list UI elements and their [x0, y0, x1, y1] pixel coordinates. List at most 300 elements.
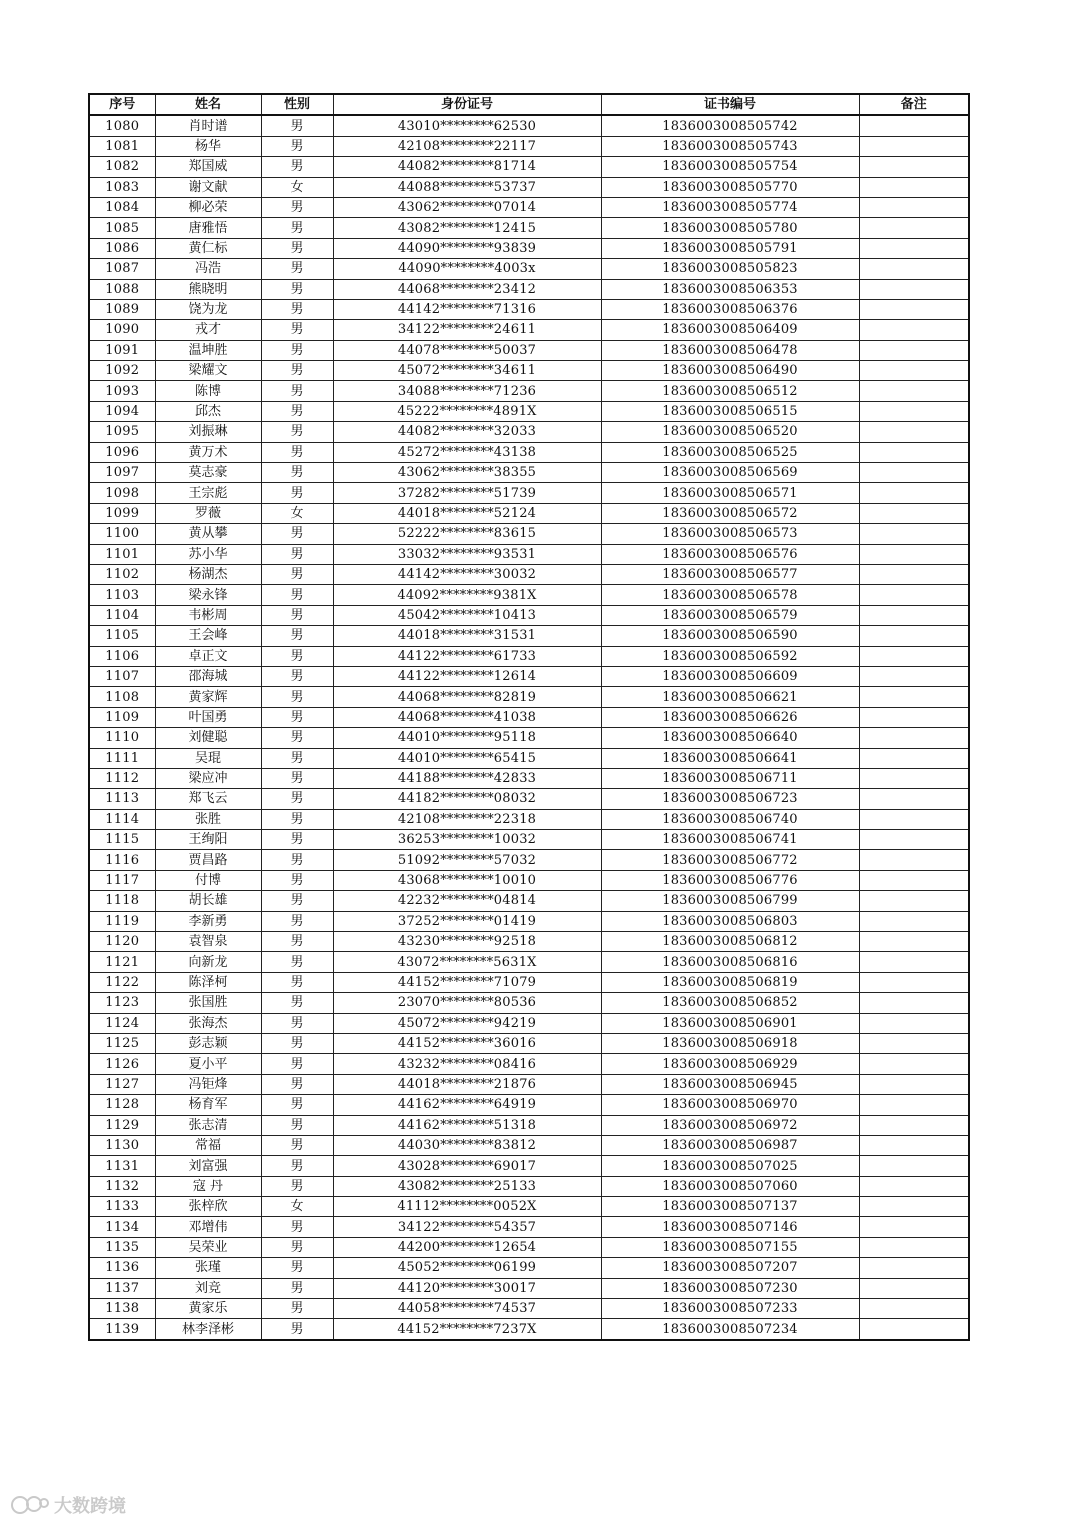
- cell-certificate-number: 1836003008506515: [601, 401, 859, 421]
- table-row: [89, 1135, 969, 1155]
- cell-gender: 男: [261, 299, 333, 319]
- cell-serial: 1086: [89, 238, 155, 258]
- cell-id-number: 44120********30017: [333, 1278, 601, 1298]
- cell-certificate-number: 1836003008506576: [601, 544, 859, 564]
- table-row: [89, 1176, 969, 1196]
- cell-name: 吴荣业: [155, 1237, 261, 1257]
- cell-name: 刘富强: [155, 1156, 261, 1176]
- cell-remarks: [859, 768, 969, 788]
- cell-gender: 男: [261, 972, 333, 992]
- cell-gender: 男: [261, 1054, 333, 1074]
- cell-serial: 1080: [89, 115, 155, 136]
- table-row: [89, 1054, 969, 1074]
- cell-name: 苏小华: [155, 544, 261, 564]
- cell-gender: 男: [261, 1258, 333, 1278]
- cell-name: 林李泽彬: [155, 1319, 261, 1340]
- cell-gender: 男: [261, 728, 333, 748]
- cell-serial: 1106: [89, 646, 155, 666]
- table-row: [89, 646, 969, 666]
- cell-gender: 男: [261, 1319, 333, 1340]
- cell-gender: 男: [261, 320, 333, 340]
- cell-certificate-number: 1836003008506852: [601, 993, 859, 1013]
- cell-gender: 男: [261, 768, 333, 788]
- cell-name: 彭志颖: [155, 1033, 261, 1053]
- table-row: [89, 136, 969, 156]
- table-row: [89, 259, 969, 279]
- cell-name: 黄万术: [155, 442, 261, 462]
- cell-gender: 男: [261, 1156, 333, 1176]
- cell-remarks: [859, 259, 969, 279]
- cell-id-number: 44090********93839: [333, 238, 601, 258]
- cell-remarks: [859, 993, 969, 1013]
- cell-remarks: [859, 299, 969, 319]
- table-row: [89, 972, 969, 992]
- cell-certificate-number: 1836003008506799: [601, 891, 859, 911]
- cell-serial: 1098: [89, 483, 155, 503]
- cell-serial: 1136: [89, 1258, 155, 1278]
- cell-remarks: [859, 1115, 969, 1135]
- table-header-row: [89, 94, 969, 115]
- cell-name: 唐雅悟: [155, 218, 261, 238]
- cell-name: 温坤胜: [155, 340, 261, 360]
- table-row: [89, 279, 969, 299]
- header-certificate-number: 证书编号: [601, 94, 859, 115]
- cell-id-number: 44122********61733: [333, 646, 601, 666]
- table-row: [89, 218, 969, 238]
- cell-gender: 男: [261, 789, 333, 809]
- table-row: [89, 911, 969, 931]
- table-row: [89, 891, 969, 911]
- cell-id-number: 33032********93531: [333, 544, 601, 564]
- speech-bubble-logo-icon: [10, 1494, 50, 1516]
- cell-certificate-number: 1836003008507060: [601, 1176, 859, 1196]
- cell-serial: 1090: [89, 320, 155, 340]
- cell-gender: 女: [261, 503, 333, 523]
- cell-remarks: [859, 1319, 969, 1340]
- cell-certificate-number: 1836003008507155: [601, 1237, 859, 1257]
- cell-serial: 1089: [89, 299, 155, 319]
- cell-remarks: [859, 381, 969, 401]
- cell-certificate-number: 1836003008506987: [601, 1135, 859, 1155]
- cell-certificate-number: 1836003008506929: [601, 1054, 859, 1074]
- cell-certificate-number: 1836003008506590: [601, 626, 859, 646]
- cell-remarks: [859, 177, 969, 197]
- cell-serial: 1095: [89, 422, 155, 442]
- cell-name: 肖时谱: [155, 115, 261, 136]
- cell-id-number: 52222********83615: [333, 524, 601, 544]
- cell-certificate-number: 1836003008507233: [601, 1299, 859, 1319]
- cell-serial: 1122: [89, 972, 155, 992]
- cell-gender: 男: [261, 218, 333, 238]
- table-row: [89, 361, 969, 381]
- cell-remarks: [859, 1197, 969, 1217]
- header-id-number: 身份证号: [333, 94, 601, 115]
- cell-gender: 男: [261, 1115, 333, 1135]
- cell-name: 冯浩: [155, 259, 261, 279]
- cell-remarks: [859, 891, 969, 911]
- table-row: [89, 157, 969, 177]
- table-row: [89, 707, 969, 727]
- cell-serial: 1133: [89, 1197, 155, 1217]
- cell-id-number: 45072********34611: [333, 361, 601, 381]
- cell-certificate-number: 1836003008506572: [601, 503, 859, 523]
- cell-name: 邱杰: [155, 401, 261, 421]
- cell-id-number: 43062********07014: [333, 197, 601, 217]
- cell-serial: 1085: [89, 218, 155, 238]
- table-row: [89, 789, 969, 809]
- cell-serial: 1096: [89, 442, 155, 462]
- cell-gender: 男: [261, 626, 333, 646]
- cell-certificate-number: 1836003008506740: [601, 809, 859, 829]
- cell-certificate-number: 1836003008505774: [601, 197, 859, 217]
- cell-certificate-number: 1836003008506621: [601, 687, 859, 707]
- cell-name: 袁智泉: [155, 932, 261, 952]
- cell-serial: 1118: [89, 891, 155, 911]
- cell-remarks: [859, 238, 969, 258]
- table-row: [89, 115, 969, 136]
- cell-name: 梁永锋: [155, 585, 261, 605]
- cell-name: 张志清: [155, 1115, 261, 1135]
- cell-certificate-number: 1836003008506641: [601, 748, 859, 768]
- cell-remarks: [859, 1156, 969, 1176]
- cell-remarks: [859, 1095, 969, 1115]
- cell-gender: 男: [261, 544, 333, 564]
- cell-certificate-number: 1836003008505780: [601, 218, 859, 238]
- header-serial: 序号: [89, 94, 155, 115]
- table-row: [89, 1197, 969, 1217]
- cell-gender: 男: [261, 1033, 333, 1053]
- cell-name: 张胜: [155, 809, 261, 829]
- cell-serial: 1104: [89, 605, 155, 625]
- cell-gender: 男: [261, 463, 333, 483]
- cell-serial: 1105: [89, 626, 155, 646]
- cell-certificate-number: 1836003008506409: [601, 320, 859, 340]
- cell-remarks: [859, 666, 969, 686]
- cell-serial: 1094: [89, 401, 155, 421]
- cell-gender: 男: [261, 1299, 333, 1319]
- table-row: [89, 1258, 969, 1278]
- table-row: [89, 850, 969, 870]
- cell-name: 杨湖杰: [155, 564, 261, 584]
- cell-serial: 1132: [89, 1176, 155, 1196]
- cell-serial: 1134: [89, 1217, 155, 1237]
- cell-name: 吴琨: [155, 748, 261, 768]
- cell-gender: 男: [261, 1237, 333, 1257]
- cell-name: 张国胜: [155, 993, 261, 1013]
- cell-certificate-number: 1836003008506376: [601, 299, 859, 319]
- cell-remarks: [859, 157, 969, 177]
- cell-name: 邵海城: [155, 666, 261, 686]
- cell-serial: 1138: [89, 1299, 155, 1319]
- cell-serial: 1119: [89, 911, 155, 931]
- cell-id-number: 44030********83812: [333, 1135, 601, 1155]
- cell-serial: 1114: [89, 809, 155, 829]
- cell-name: 黄家乐: [155, 1299, 261, 1319]
- table-row: [89, 870, 969, 890]
- cell-certificate-number: 1836003008506478: [601, 340, 859, 360]
- table-row: [89, 993, 969, 1013]
- table-row: [89, 483, 969, 503]
- table-row: [89, 1115, 969, 1135]
- cell-remarks: [859, 1033, 969, 1053]
- table-row: [89, 1217, 969, 1237]
- cell-remarks: [859, 646, 969, 666]
- cell-remarks: [859, 809, 969, 829]
- cell-certificate-number: 1836003008506640: [601, 728, 859, 748]
- cell-gender: 男: [261, 422, 333, 442]
- table-row: [89, 1156, 969, 1176]
- cell-certificate-number: 1836003008507207: [601, 1258, 859, 1278]
- cell-certificate-number: 1836003008506571: [601, 483, 859, 503]
- cell-certificate-number: 1836003008507234: [601, 1319, 859, 1340]
- cell-gender: 男: [261, 850, 333, 870]
- cell-id-number: 44018********52124: [333, 503, 601, 523]
- cell-serial: 1127: [89, 1074, 155, 1094]
- cell-serial: 1083: [89, 177, 155, 197]
- cell-id-number: 43010********62530: [333, 115, 601, 136]
- cell-remarks: [859, 115, 969, 136]
- cell-gender: 男: [261, 524, 333, 544]
- cell-gender: 女: [261, 1197, 333, 1217]
- cell-remarks: [859, 320, 969, 340]
- cell-gender: 男: [261, 197, 333, 217]
- table-row: [89, 442, 969, 462]
- cell-id-number: 44082********32033: [333, 422, 601, 442]
- cell-id-number: 44200********12654: [333, 1237, 601, 1257]
- cell-name: 郑飞云: [155, 789, 261, 809]
- cell-gender: 男: [261, 870, 333, 890]
- cell-id-number: 41112********0052X: [333, 1197, 601, 1217]
- cell-certificate-number: 1836003008506592: [601, 646, 859, 666]
- cell-remarks: [859, 1054, 969, 1074]
- cell-serial: 1084: [89, 197, 155, 217]
- cell-name: 黄仁标: [155, 238, 261, 258]
- cell-gender: 男: [261, 564, 333, 584]
- cell-name: 付博: [155, 870, 261, 890]
- cell-remarks: [859, 564, 969, 584]
- cell-name: 韦彬周: [155, 605, 261, 625]
- table-row: [89, 320, 969, 340]
- cell-remarks: [859, 1176, 969, 1196]
- cell-name: 饶为龙: [155, 299, 261, 319]
- cell-id-number: 44142********30032: [333, 564, 601, 584]
- table-row: [89, 1319, 969, 1340]
- cell-id-number: 45052********06199: [333, 1258, 601, 1278]
- cell-remarks: [859, 1217, 969, 1237]
- cell-serial: 1116: [89, 850, 155, 870]
- cell-gender: 男: [261, 891, 333, 911]
- cell-id-number: 44182********08032: [333, 789, 601, 809]
- cell-gender: 男: [261, 646, 333, 666]
- cell-name: 刘振琳: [155, 422, 261, 442]
- cell-name: 陈博: [155, 381, 261, 401]
- cell-id-number: 43072********5631X: [333, 952, 601, 972]
- cell-remarks: [859, 422, 969, 442]
- cell-name: 梁耀文: [155, 361, 261, 381]
- cell-id-number: 44162********64919: [333, 1095, 601, 1115]
- cell-name: 梁应冲: [155, 768, 261, 788]
- table-row: [89, 1013, 969, 1033]
- cell-name: 熊晓明: [155, 279, 261, 299]
- cell-name: 邓增伟: [155, 1217, 261, 1237]
- cell-gender: 男: [261, 1135, 333, 1155]
- cell-gender: 男: [261, 136, 333, 156]
- table-row: [89, 605, 969, 625]
- cell-remarks: [859, 1135, 969, 1155]
- cell-remarks: [859, 483, 969, 503]
- cell-remarks: [859, 544, 969, 564]
- table-row: [89, 1237, 969, 1257]
- table-row: [89, 809, 969, 829]
- cell-remarks: [859, 401, 969, 421]
- cell-remarks: [859, 707, 969, 727]
- cell-id-number: 44068********82819: [333, 687, 601, 707]
- cell-serial: 1109: [89, 707, 155, 727]
- cell-name: 谢文献: [155, 177, 261, 197]
- table-row: [89, 1074, 969, 1094]
- cell-remarks: [859, 728, 969, 748]
- cell-gender: 男: [261, 830, 333, 850]
- cell-certificate-number: 1836003008507025: [601, 1156, 859, 1176]
- cell-gender: 男: [261, 442, 333, 462]
- cell-id-number: 44142********71316: [333, 299, 601, 319]
- cell-certificate-number: 1836003008506970: [601, 1095, 859, 1115]
- cell-name: 黄从攀: [155, 524, 261, 544]
- cell-gender: 男: [261, 748, 333, 768]
- cell-gender: 男: [261, 585, 333, 605]
- cell-id-number: 44018********31531: [333, 626, 601, 646]
- cell-id-number: 44010********65415: [333, 748, 601, 768]
- cell-remarks: [859, 1278, 969, 1298]
- cell-name: 刘竞: [155, 1278, 261, 1298]
- table-row: [89, 1278, 969, 1298]
- table-row: [89, 1033, 969, 1053]
- cell-id-number: 44018********21876: [333, 1074, 601, 1094]
- cell-id-number: 44152********7237X: [333, 1319, 601, 1340]
- cell-id-number: 43082********12415: [333, 218, 601, 238]
- cell-gender: 男: [261, 157, 333, 177]
- cell-remarks: [859, 136, 969, 156]
- cell-certificate-number: 1836003008506525: [601, 442, 859, 462]
- cell-certificate-number: 1836003008507146: [601, 1217, 859, 1237]
- cell-id-number: 37252********01419: [333, 911, 601, 931]
- cell-certificate-number: 1836003008505743: [601, 136, 859, 156]
- cell-name: 叶国勇: [155, 707, 261, 727]
- cell-id-number: 23070********80536: [333, 993, 601, 1013]
- watermark-text: 大数跨境: [54, 1496, 126, 1517]
- cell-certificate-number: 1836003008506569: [601, 463, 859, 483]
- cell-serial: 1113: [89, 789, 155, 809]
- cell-gender: 男: [261, 1095, 333, 1115]
- cell-gender: 男: [261, 809, 333, 829]
- cell-remarks: [859, 1237, 969, 1257]
- cell-certificate-number: 1836003008506626: [601, 707, 859, 727]
- table-row: [89, 748, 969, 768]
- cell-certificate-number: 1836003008506945: [601, 1074, 859, 1094]
- cell-gender: 男: [261, 1217, 333, 1237]
- cell-gender: 男: [261, 605, 333, 625]
- table-row: [89, 463, 969, 483]
- cell-id-number: 45272********43138: [333, 442, 601, 462]
- cell-gender: 男: [261, 115, 333, 136]
- cell-serial: 1139: [89, 1319, 155, 1340]
- cell-certificate-number: 1836003008506816: [601, 952, 859, 972]
- cell-remarks: [859, 932, 969, 952]
- cell-serial: 1099: [89, 503, 155, 523]
- cell-id-number: 44092********9381X: [333, 585, 601, 605]
- cell-name: 张梓欣: [155, 1197, 261, 1217]
- cell-id-number: 44058********74537: [333, 1299, 601, 1319]
- cell-certificate-number: 1836003008506741: [601, 830, 859, 850]
- cell-id-number: 44162********51318: [333, 1115, 601, 1135]
- cell-serial: 1128: [89, 1095, 155, 1115]
- cell-id-number: 44152********71079: [333, 972, 601, 992]
- cell-certificate-number: 1836003008507137: [601, 1197, 859, 1217]
- cell-certificate-number: 1836003008505754: [601, 157, 859, 177]
- cell-serial: 1117: [89, 870, 155, 890]
- cell-gender: 男: [261, 361, 333, 381]
- cell-remarks: [859, 626, 969, 646]
- cell-name: 胡长雄: [155, 891, 261, 911]
- cell-gender: 男: [261, 1074, 333, 1094]
- cell-serial: 1081: [89, 136, 155, 156]
- cell-serial: 1082: [89, 157, 155, 177]
- header-remarks: 备注: [859, 94, 969, 115]
- table-row: [89, 544, 969, 564]
- cell-certificate-number: 1836003008506723: [601, 789, 859, 809]
- cell-remarks: [859, 361, 969, 381]
- cell-name: 陈泽柯: [155, 972, 261, 992]
- cell-name: 杨华: [155, 136, 261, 156]
- cell-name: 常福: [155, 1135, 261, 1155]
- cell-id-number: 44122********12614: [333, 666, 601, 686]
- cell-gender: 男: [261, 993, 333, 1013]
- cell-serial: 1101: [89, 544, 155, 564]
- cell-id-number: 51092********57032: [333, 850, 601, 870]
- cell-certificate-number: 1836003008506803: [601, 911, 859, 931]
- cell-serial: 1121: [89, 952, 155, 972]
- table-row: [89, 340, 969, 360]
- cell-remarks: [859, 748, 969, 768]
- table-row: [89, 1299, 969, 1319]
- table-row: [89, 952, 969, 972]
- cell-name: 莫志豪: [155, 463, 261, 483]
- cell-certificate-number: 1836003008506490: [601, 361, 859, 381]
- cell-certificate-number: 1836003008507230: [601, 1278, 859, 1298]
- cell-remarks: [859, 218, 969, 238]
- cell-id-number: 44090********4003x: [333, 259, 601, 279]
- table-row: [89, 1095, 969, 1115]
- cell-serial: 1124: [89, 1013, 155, 1033]
- cell-id-number: 44188********42833: [333, 768, 601, 788]
- cell-name: 张海杰: [155, 1013, 261, 1033]
- cell-id-number: 34122********54357: [333, 1217, 601, 1237]
- cell-serial: 1091: [89, 340, 155, 360]
- cell-name: 寇 丹: [155, 1176, 261, 1196]
- cell-id-number: 43230********92518: [333, 932, 601, 952]
- cell-name: 冯钜烽: [155, 1074, 261, 1094]
- cell-remarks: [859, 1258, 969, 1278]
- header-gender: 性别: [261, 94, 333, 115]
- table-row: [89, 401, 969, 421]
- cell-gender: 男: [261, 401, 333, 421]
- table-row: [89, 197, 969, 217]
- cell-id-number: 42108********22117: [333, 136, 601, 156]
- cell-gender: 男: [261, 340, 333, 360]
- table-row: [89, 381, 969, 401]
- cell-certificate-number: 1836003008506573: [601, 524, 859, 544]
- cell-serial: 1093: [89, 381, 155, 401]
